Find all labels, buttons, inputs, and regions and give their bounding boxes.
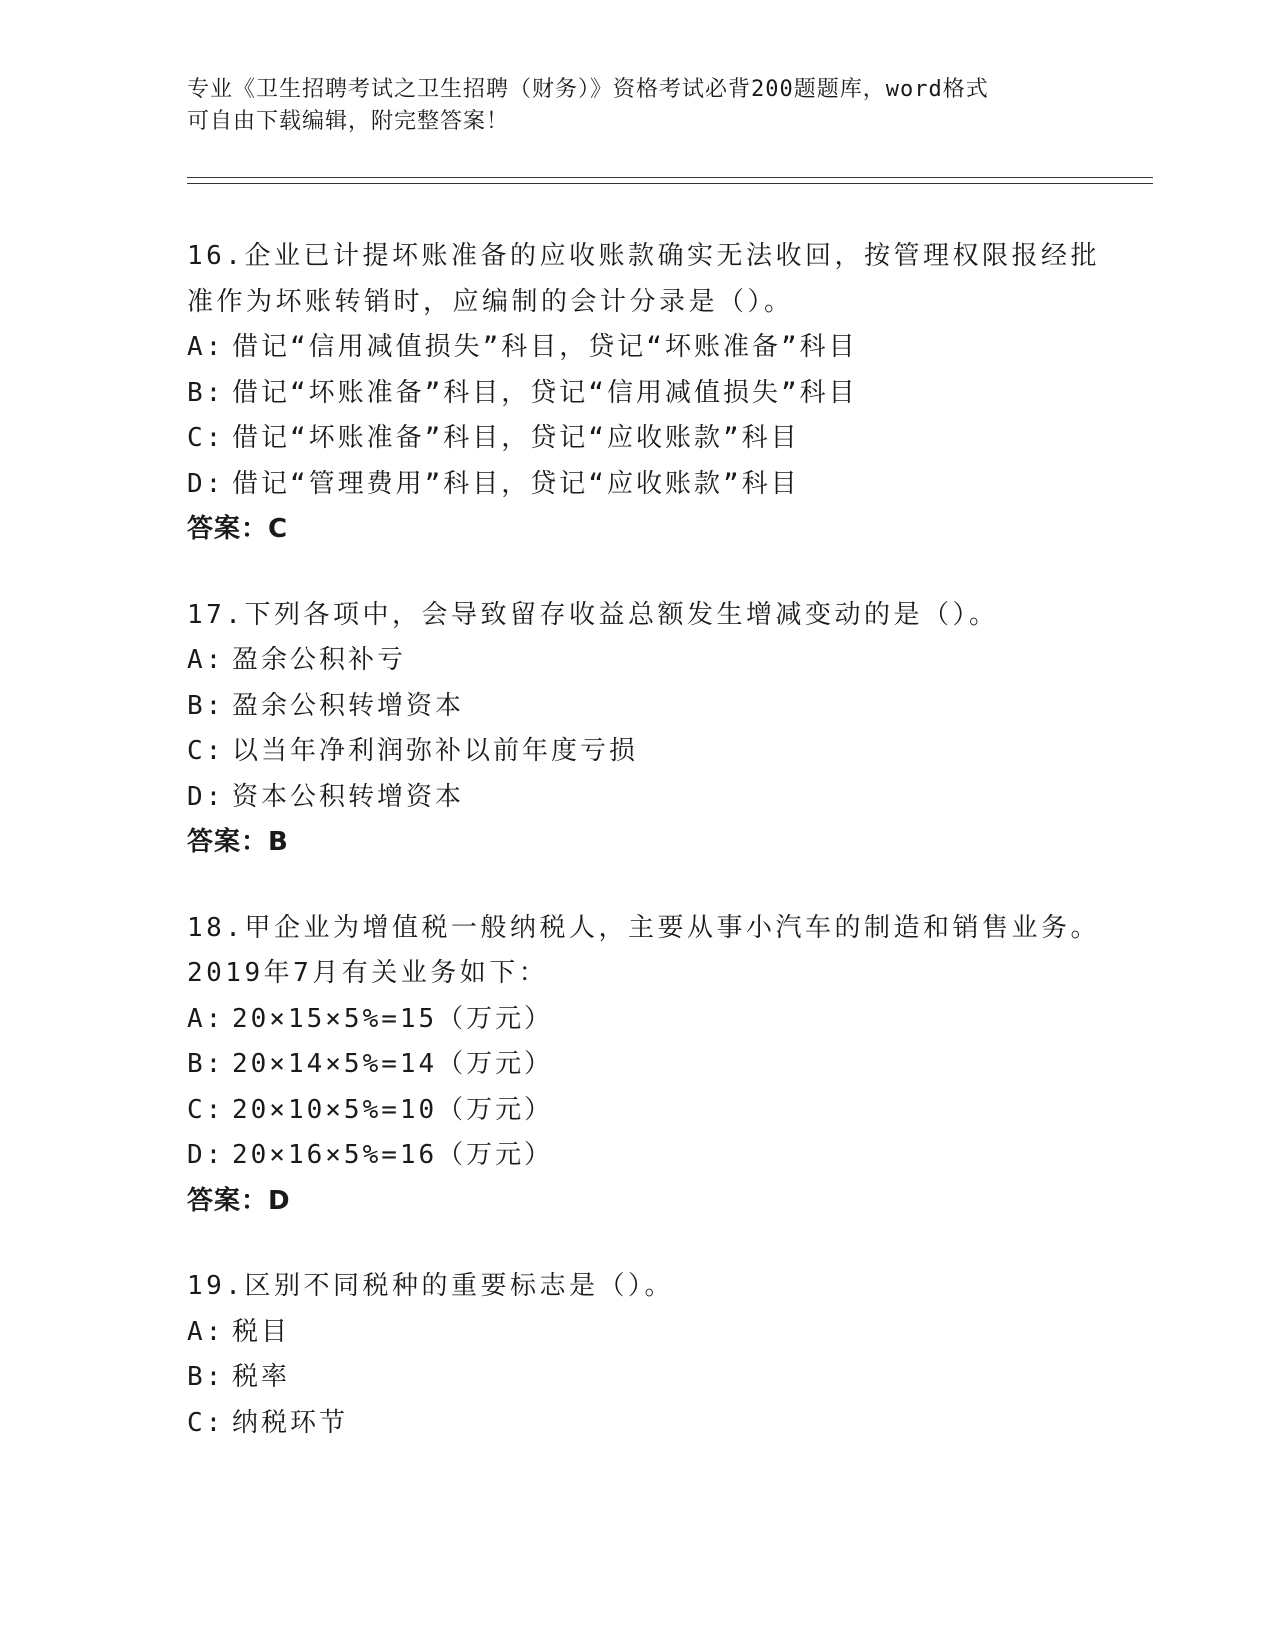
option-d — [187, 775, 1147, 821]
option-text: 20×14×5%=14（万元） — [232, 1049, 554, 1079]
option-label: D: — [187, 468, 225, 499]
question-17 — [187, 593, 1147, 866]
option-text: 20×15×5%=15（万元） — [232, 1003, 554, 1034]
answer-text: 答案：B — [187, 827, 289, 857]
option-text: 盈余公积转增资本 — [232, 690, 465, 721]
option-b — [187, 684, 1147, 730]
option-label: C: — [187, 423, 225, 453]
question-stem: 2019年7月有关业务如下： — [187, 958, 549, 988]
option-a — [187, 638, 1147, 684]
option-label: B: — [187, 1049, 225, 1079]
option-label: B: — [187, 690, 225, 721]
option-text: 以当年净利润弥补以前年度亏损 — [232, 736, 639, 766]
option-b — [187, 1042, 1147, 1088]
option-d — [187, 1133, 1147, 1179]
question-stem: 18.甲企业为增值税一般纳税人，主要从事小汽车的制造和销售业务。 — [187, 912, 1100, 943]
header-divider-top — [187, 177, 1153, 178]
option-label: C: — [187, 736, 225, 766]
answer-text: 答案：C — [187, 514, 289, 544]
option-c — [187, 1088, 1147, 1134]
option-d — [187, 462, 1147, 508]
option-text: 税目 — [232, 1316, 291, 1347]
question-stem: 17.下列各项中，会导致留存收益总额发生增减变动的是（）。 — [187, 599, 999, 630]
header-line-1: 专业《卫生招聘考试之卫生招聘（财务）》资格考试必背200题题库，word格式 — [187, 77, 989, 102]
option-text: 纳税环节 — [232, 1407, 349, 1438]
option-label: A: — [187, 1316, 225, 1347]
option-c — [187, 1401, 1147, 1447]
option-text: 借记“信用减值损失”科目，贷记“坏账准备”科目 — [232, 332, 858, 362]
question-19 — [187, 1264, 1147, 1446]
option-a — [187, 1310, 1147, 1356]
option-label: C: — [187, 1407, 225, 1438]
answer-text: 答案：D — [187, 1185, 291, 1216]
option-text: 盈余公积补亏 — [232, 645, 407, 675]
question-stem: 准作为坏账转销时，应编制的会计分录是（）。 — [187, 286, 794, 317]
option-text: 税率 — [232, 1362, 291, 1392]
option-label: B: — [187, 377, 225, 408]
option-c — [187, 416, 1147, 462]
option-label: A: — [187, 645, 225, 675]
option-text: 20×16×5%=16（万元） — [232, 1140, 554, 1170]
question-16 — [187, 234, 1147, 553]
question-stem: 19.区别不同税种的重要标志是（）。 — [187, 1271, 674, 1301]
option-a — [187, 325, 1147, 371]
question-list — [187, 234, 1147, 1486]
option-label: D: — [187, 1140, 225, 1170]
option-label: C: — [187, 1094, 225, 1125]
option-label: A: — [187, 332, 225, 362]
header-line-2: 可自由下载编辑，附完整答案！ — [187, 109, 510, 134]
option-label: D: — [187, 781, 225, 812]
option-b — [187, 1355, 1147, 1401]
option-text: 借记“坏账准备”科目，贷记“信用减值损失”科目 — [232, 377, 858, 408]
header-divider-bottom — [187, 183, 1153, 184]
question-18 — [187, 906, 1147, 1225]
option-text: 借记“管理费用”科目，贷记“应收账款”科目 — [232, 468, 800, 499]
question-stem: 16.企业已计提坏账准备的应收账款确实无法收回，按管理权限报经批 — [187, 241, 1100, 271]
option-text: 借记“坏账准备”科目，贷记“应收账款”科目 — [232, 423, 800, 453]
option-text: 资本公积转增资本 — [232, 781, 465, 812]
option-text: 20×10×5%=10（万元） — [232, 1094, 554, 1125]
document-header — [187, 74, 1067, 138]
option-b — [187, 371, 1147, 417]
option-label: B: — [187, 1362, 225, 1392]
option-label: A: — [187, 1003, 225, 1034]
option-a — [187, 997, 1147, 1043]
option-c — [187, 729, 1147, 775]
